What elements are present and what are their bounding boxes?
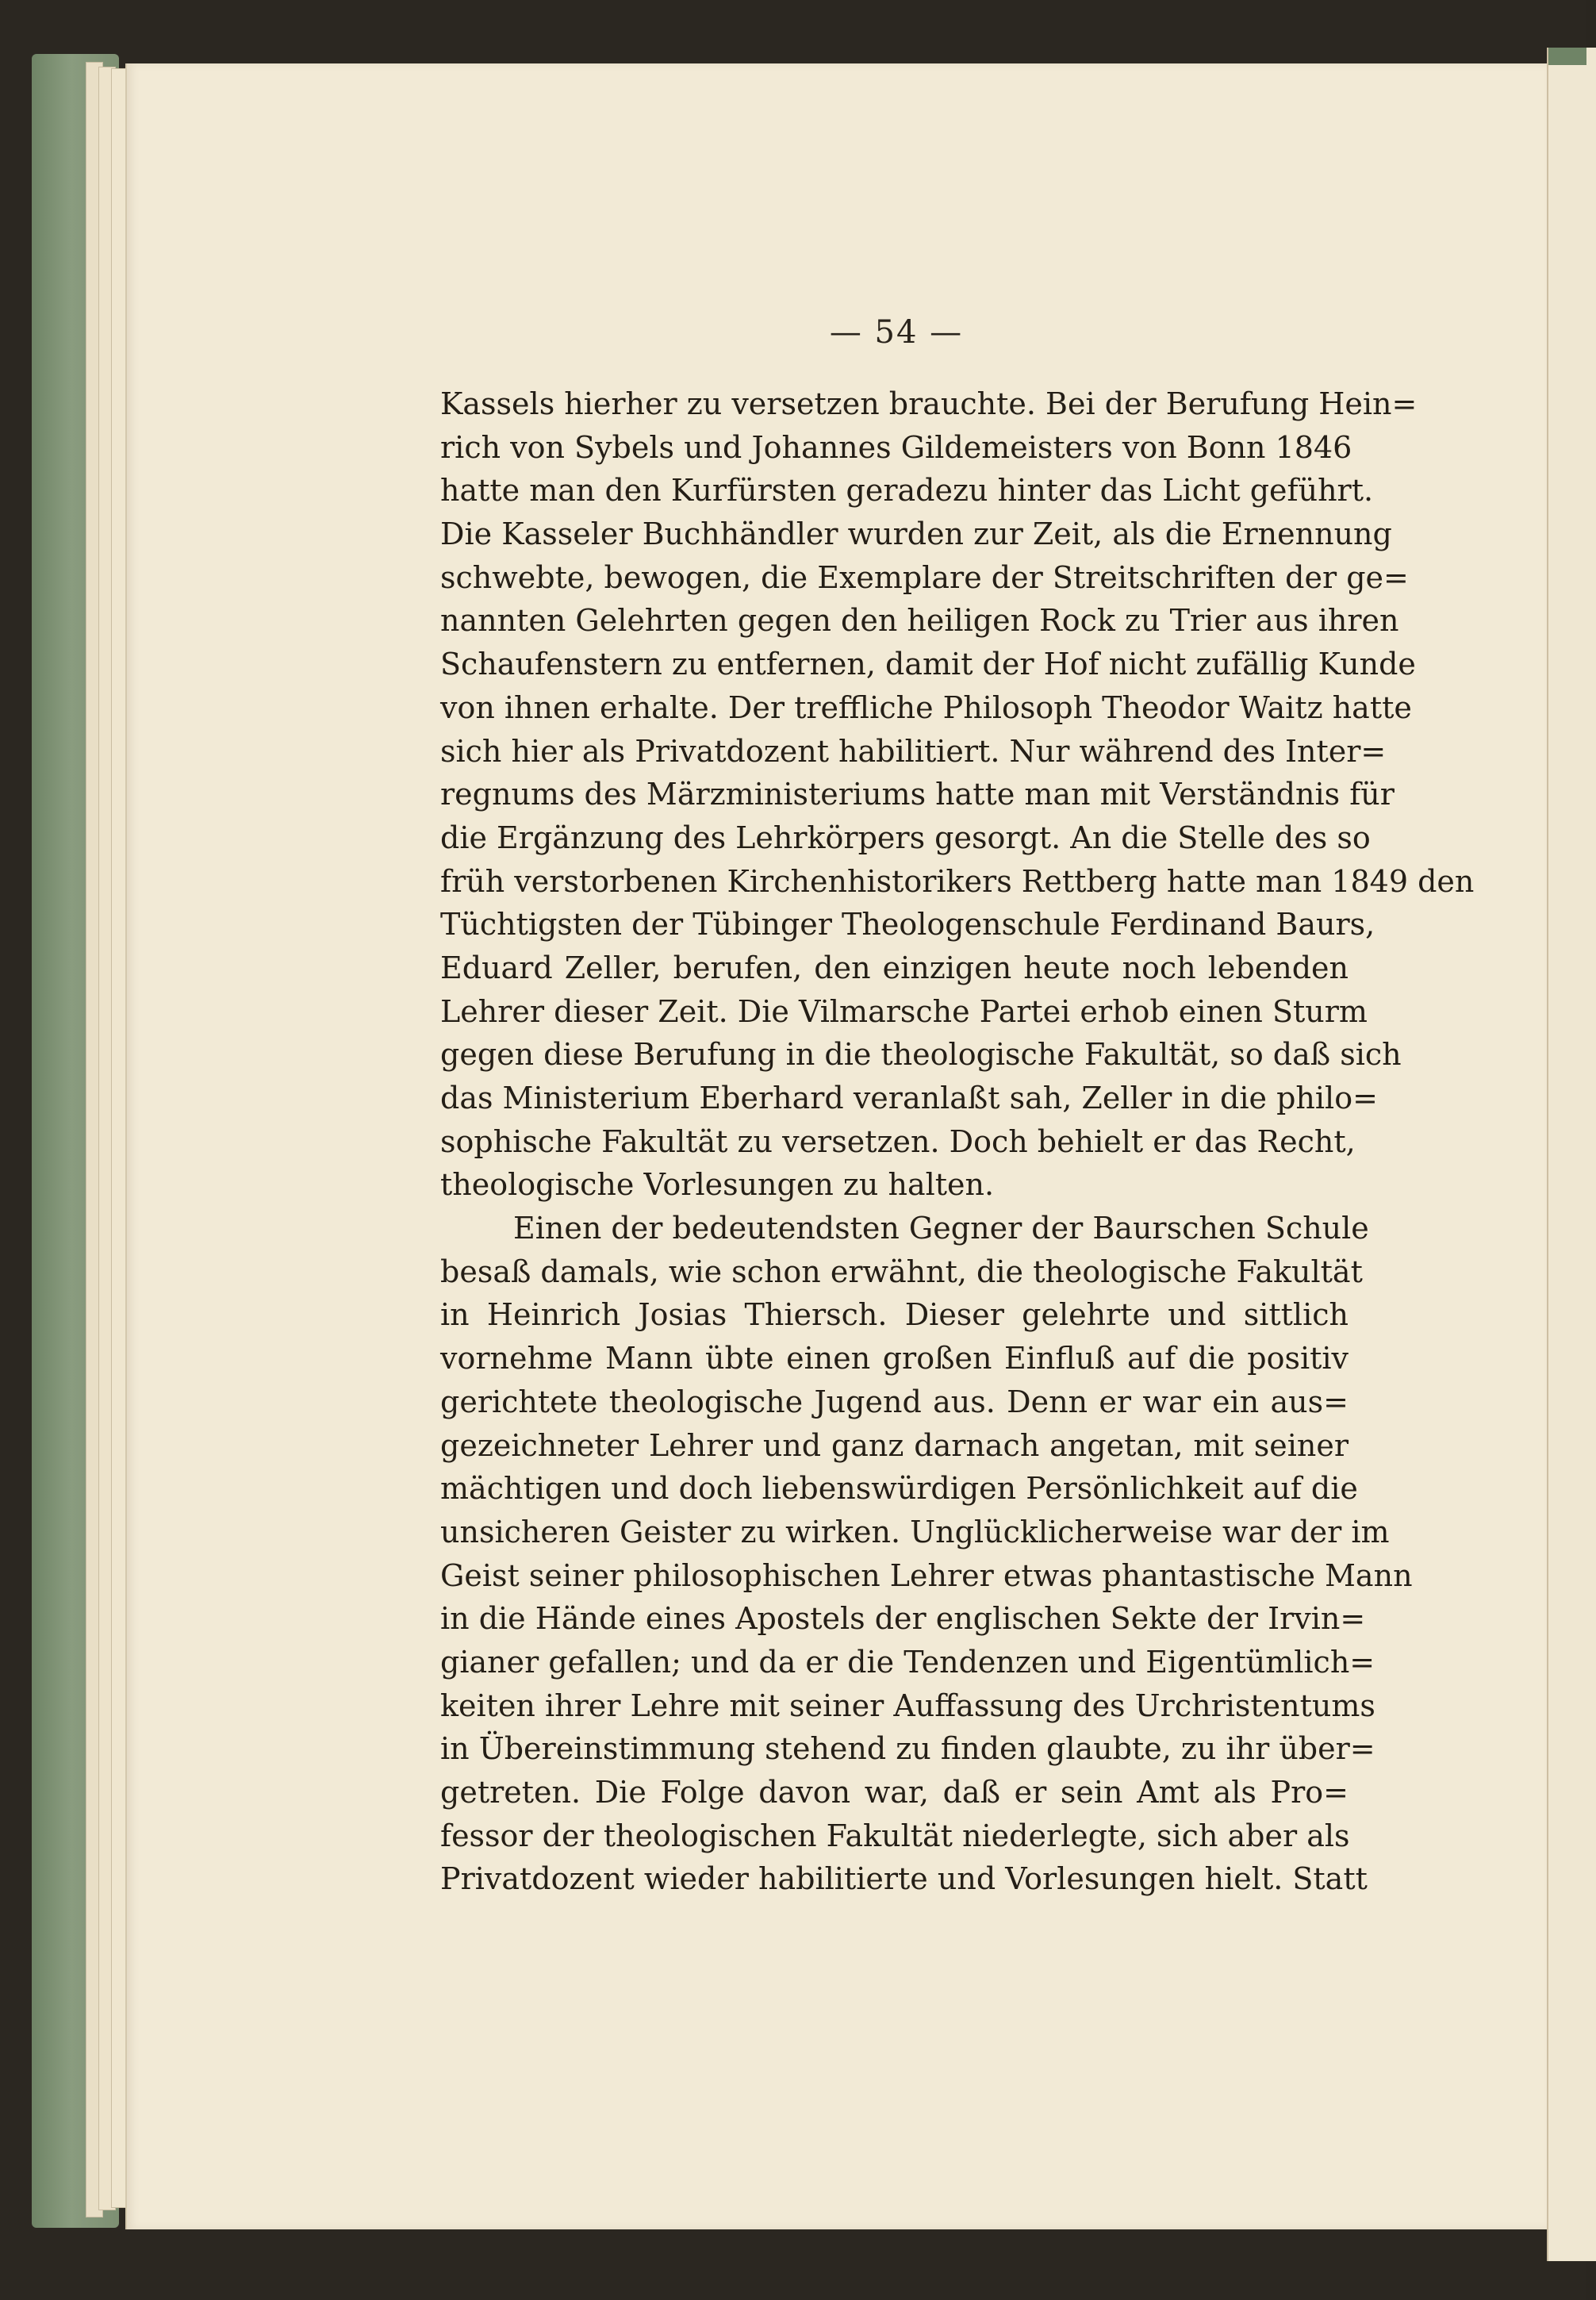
text-line: mächtigen und doch liebenswürdigen Persönlichkeit auf die [440,1471,1358,1507]
text-line: Geist seiner philosophischen Lehrer etwas phantastische Mann [440,1557,1413,1593]
text-line: gezeichneter Lehrer und ganz darnach angetan, mit seiner [440,1427,1349,1463]
text-line: Die Kasseler Buchhändler wurden zur Zeit, als die Ernennung [440,516,1392,552]
text-line: vornehme Mann übte einen großen Einfluß auf die positiv [440,1341,1349,1377]
text-line: besaß damals, wie schon erwähnt, die theologische Fakultät [440,1254,1363,1289]
page-number: — 54 — [829,314,964,351]
text-line: nannten Gelehrten gegen den heiligen Rock zu Trier aus ihren [440,603,1399,639]
text-line: Tüchtigsten der Tübinger Theologenschule Ferdinand Baurs, [440,907,1375,943]
text-line: getreten. Die Folge davon war, daß er sein Amt als Pro= [440,1775,1349,1810]
text-line: früh verstorbenen Kirchenhistorikers Rettberg hatte man 1849 den [440,863,1475,899]
cover-corner [1548,48,1586,65]
text-line: gerichtete theologische Jugend aus. Denn er war ein aus= [440,1384,1349,1419]
text-line: von ihnen erhalte. Der treffliche Philosoph Theodor Waitz hatte [440,689,1412,725]
next-page-edge [1547,48,1596,2261]
text-line: Privatdozent wieder habilitierte und Vorlesungen hielt. Statt [440,1861,1368,1897]
text-line: das Ministerium Eberhard veranlaßt sah, Zeller in die philo= [440,1081,1378,1115]
text-line: die Ergänzung des Lehrkörpers gesorgt. An die Stelle des so [440,820,1371,855]
text-line: regnums des Märzministeriums hatte man mit Verständnis für [440,777,1395,812]
body-text [440,382,1475,1901]
text-line: sich hier als Privatdozent habilitiert. Nur während des Inter= [440,733,1387,769]
text-line: in Übereinstimmung stehend zu finden glaubte, zu ihr über= [440,1731,1375,1767]
text-line: Kassels hierher zu versetzen brauchte. Bei der Berufung Hein= [440,386,1418,421]
text-line: keiten ihrer Lehre mit seiner Auffassung des Urchristentums [440,1688,1375,1723]
text-line: gegen diese Berufung in die theologische Fakultät, so daß sich [440,1037,1402,1073]
text-line: fessor der theologischen Fakultät niederlegte, sich aber als [440,1818,1350,1853]
text-line: unsicheren Geister zu wirken. Unglücklicherweise war der im [440,1514,1390,1549]
text-line: Schaufenstern zu entfernen, damit der Hof nicht zufällig Kunde [440,647,1416,682]
text-line: rich von Sybels und Johannes Gildemeisters von Bonn 1846 [440,429,1352,465]
text-line: Eduard Zeller, berufen, den einzigen heute noch lebenden [440,950,1349,985]
text-line: theologische Vorlesungen zu halten. [440,1167,995,1203]
text-line: sophische Fakultät zu versetzen. Doch behielt er das Recht, [440,1123,1356,1159]
text-line: gianer gefallen; und da er die Tendenzen und Eigentümlich= [440,1644,1375,1680]
text-line: Lehrer dieser Zeit. Die Vilmarsche Partei erhob einen Sturm [440,993,1368,1029]
text-line: in die Hände eines Apostels der englischen Sekte der Irvin= [440,1601,1366,1637]
text-line: in Heinrich Josias Thiersch. Dieser gelehrte und sittlich [440,1297,1349,1333]
text-line: schwebte, bewogen, die Exemplare der Streitschriften der ge= [440,559,1409,595]
text-line: Einen der bedeutendsten Gegner der Baurschen Schule [513,1211,1369,1246]
text-line: hatte man den Kurfürsten geradezu hinter das Licht geführt. [440,473,1374,509]
